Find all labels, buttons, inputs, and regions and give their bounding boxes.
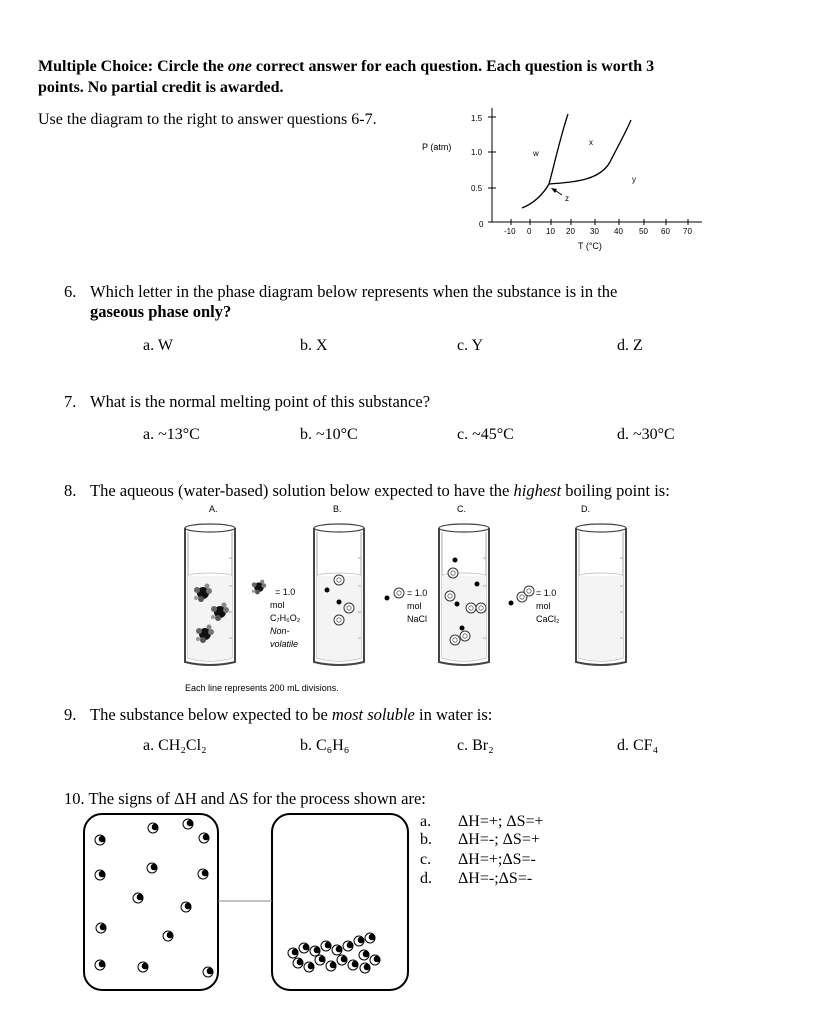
beaker-letter-b: B. — [333, 504, 342, 514]
legend-b — [385, 588, 428, 624]
legend-b-line: = 1.0 — [407, 588, 428, 598]
beaker-letter-a: A. — [209, 504, 218, 514]
q7-option-b[interactable]: b. ~10°C — [300, 426, 358, 443]
sublimation-curve — [522, 184, 549, 208]
question-number: 9. — [64, 705, 77, 724]
question-number: 6. — [64, 282, 77, 301]
legend-b-line: NaCl — [407, 614, 428, 624]
question-9: 9. The substance below expected to be most soluble in water is: — [64, 705, 493, 724]
q10-option-c[interactable]: c. ΔH=+;ΔS=- — [420, 851, 536, 868]
legend-c-line: CaCl₂ — [536, 614, 560, 624]
legend-c-line: mol — [536, 601, 551, 611]
x-tick-label: 60 — [661, 227, 670, 236]
label-z: z — [565, 194, 569, 203]
q9-option-b[interactable]: b. C₆H₆ — [300, 737, 350, 754]
legend-a-line: volatile — [270, 639, 299, 649]
x-tick-label: 10 — [546, 227, 555, 236]
label-x: x — [589, 138, 593, 147]
label-w: w — [533, 149, 539, 158]
q6-option-c[interactable]: c. Y — [457, 337, 484, 354]
beaker-letter-d: D. — [581, 504, 590, 514]
legend-a-line: C₇H₆O₂ — [270, 613, 301, 623]
beaker-note: Each line represents 200 mL divisions. — [185, 683, 339, 693]
q10-option-b[interactable]: b. ΔH=-; ΔS=+ — [420, 831, 540, 848]
legend-a-line: = 1.0 — [275, 587, 296, 597]
x-tick-label: 0 — [527, 227, 532, 236]
q10-option-a[interactable]: a. ΔH=+; ΔS=+ — [420, 813, 544, 830]
x-tick-label: 30 — [590, 227, 599, 236]
legend-a-line: Non- — [270, 626, 290, 636]
beaker-a — [185, 524, 235, 665]
q7-option-d[interactable]: d. ~30°C — [617, 426, 675, 443]
question-10: 10. The signs of ΔH and ΔS for the process shown are: — [64, 789, 426, 808]
q6-option-a[interactable]: a. W — [143, 337, 173, 354]
x-tick-label: 40 — [614, 227, 623, 236]
instructions-header: Multiple Choice: Circle the one correct answer for each question. Each question is worth 3 points. No partial credit is awarded. — [38, 58, 655, 96]
question-number: 7. — [64, 392, 77, 411]
diagram-intro: Use the diagram to the right to answer questions 6-7. — [38, 111, 377, 128]
beaker-c — [439, 524, 489, 665]
question-6: 6. Which letter in the phase diagram below represents when the substance is in the gaseous phase only? — [64, 282, 618, 321]
question-7: 7. What is the normal melting point of this substance? — [64, 392, 431, 411]
beaker-d — [576, 524, 626, 665]
q7-option-c[interactable]: c. ~45°C — [457, 426, 514, 443]
y-tick-label: 1.5 — [471, 114, 483, 123]
legend-b-line: mol — [407, 601, 422, 611]
question-8: 8. The aqueous (water-based) solution below expected to have the highest boiling point is: — [64, 481, 670, 500]
legend-c — [509, 586, 561, 624]
x-tick-label: 70 — [683, 227, 692, 236]
q9-option-a[interactable]: a. CH₂Cl₂ — [143, 737, 207, 754]
phase-diagram-xlabel: T (°C) — [578, 241, 602, 251]
q6-option-d[interactable]: d. Z — [617, 337, 643, 354]
gas-particles — [95, 819, 213, 977]
x-tick-label: 50 — [639, 227, 648, 236]
q9-option-d[interactable]: d. CF₄ — [617, 737, 659, 754]
q10-option-d[interactable]: d. ΔH=-;ΔS=- — [420, 870, 533, 887]
legend-c-line: = 1.0 — [536, 588, 557, 598]
q9-option-c[interactable]: c. Br₂ — [457, 737, 494, 754]
vaporization-curve — [549, 120, 631, 184]
question-number: 8. — [64, 481, 77, 500]
x-tick-label: 20 — [566, 227, 575, 236]
label-y: y — [632, 175, 636, 184]
beaker-b — [314, 524, 364, 665]
y-tick-label: 0.5 — [471, 184, 483, 193]
y-tick-label: 1.0 — [471, 148, 483, 157]
q6-option-b[interactable]: b. X — [300, 337, 328, 354]
q7-option-a[interactable]: a. ~13°C — [143, 426, 200, 443]
legend-a — [252, 580, 301, 649]
y-tick-label: 0 — [479, 220, 484, 229]
question-number: 10. — [64, 789, 85, 808]
melting-curve — [549, 114, 568, 184]
condensed-particles — [288, 933, 380, 973]
phase-diagram — [410, 100, 710, 260]
phase-diagram-ylabel: P (atm) — [422, 142, 452, 152]
x-tick-label: -10 — [504, 227, 516, 236]
legend-a-line: mol — [270, 600, 285, 610]
process-figure — [80, 810, 415, 995]
beaker-letter-c: C. — [457, 504, 466, 514]
beakers-figure — [175, 500, 645, 700]
